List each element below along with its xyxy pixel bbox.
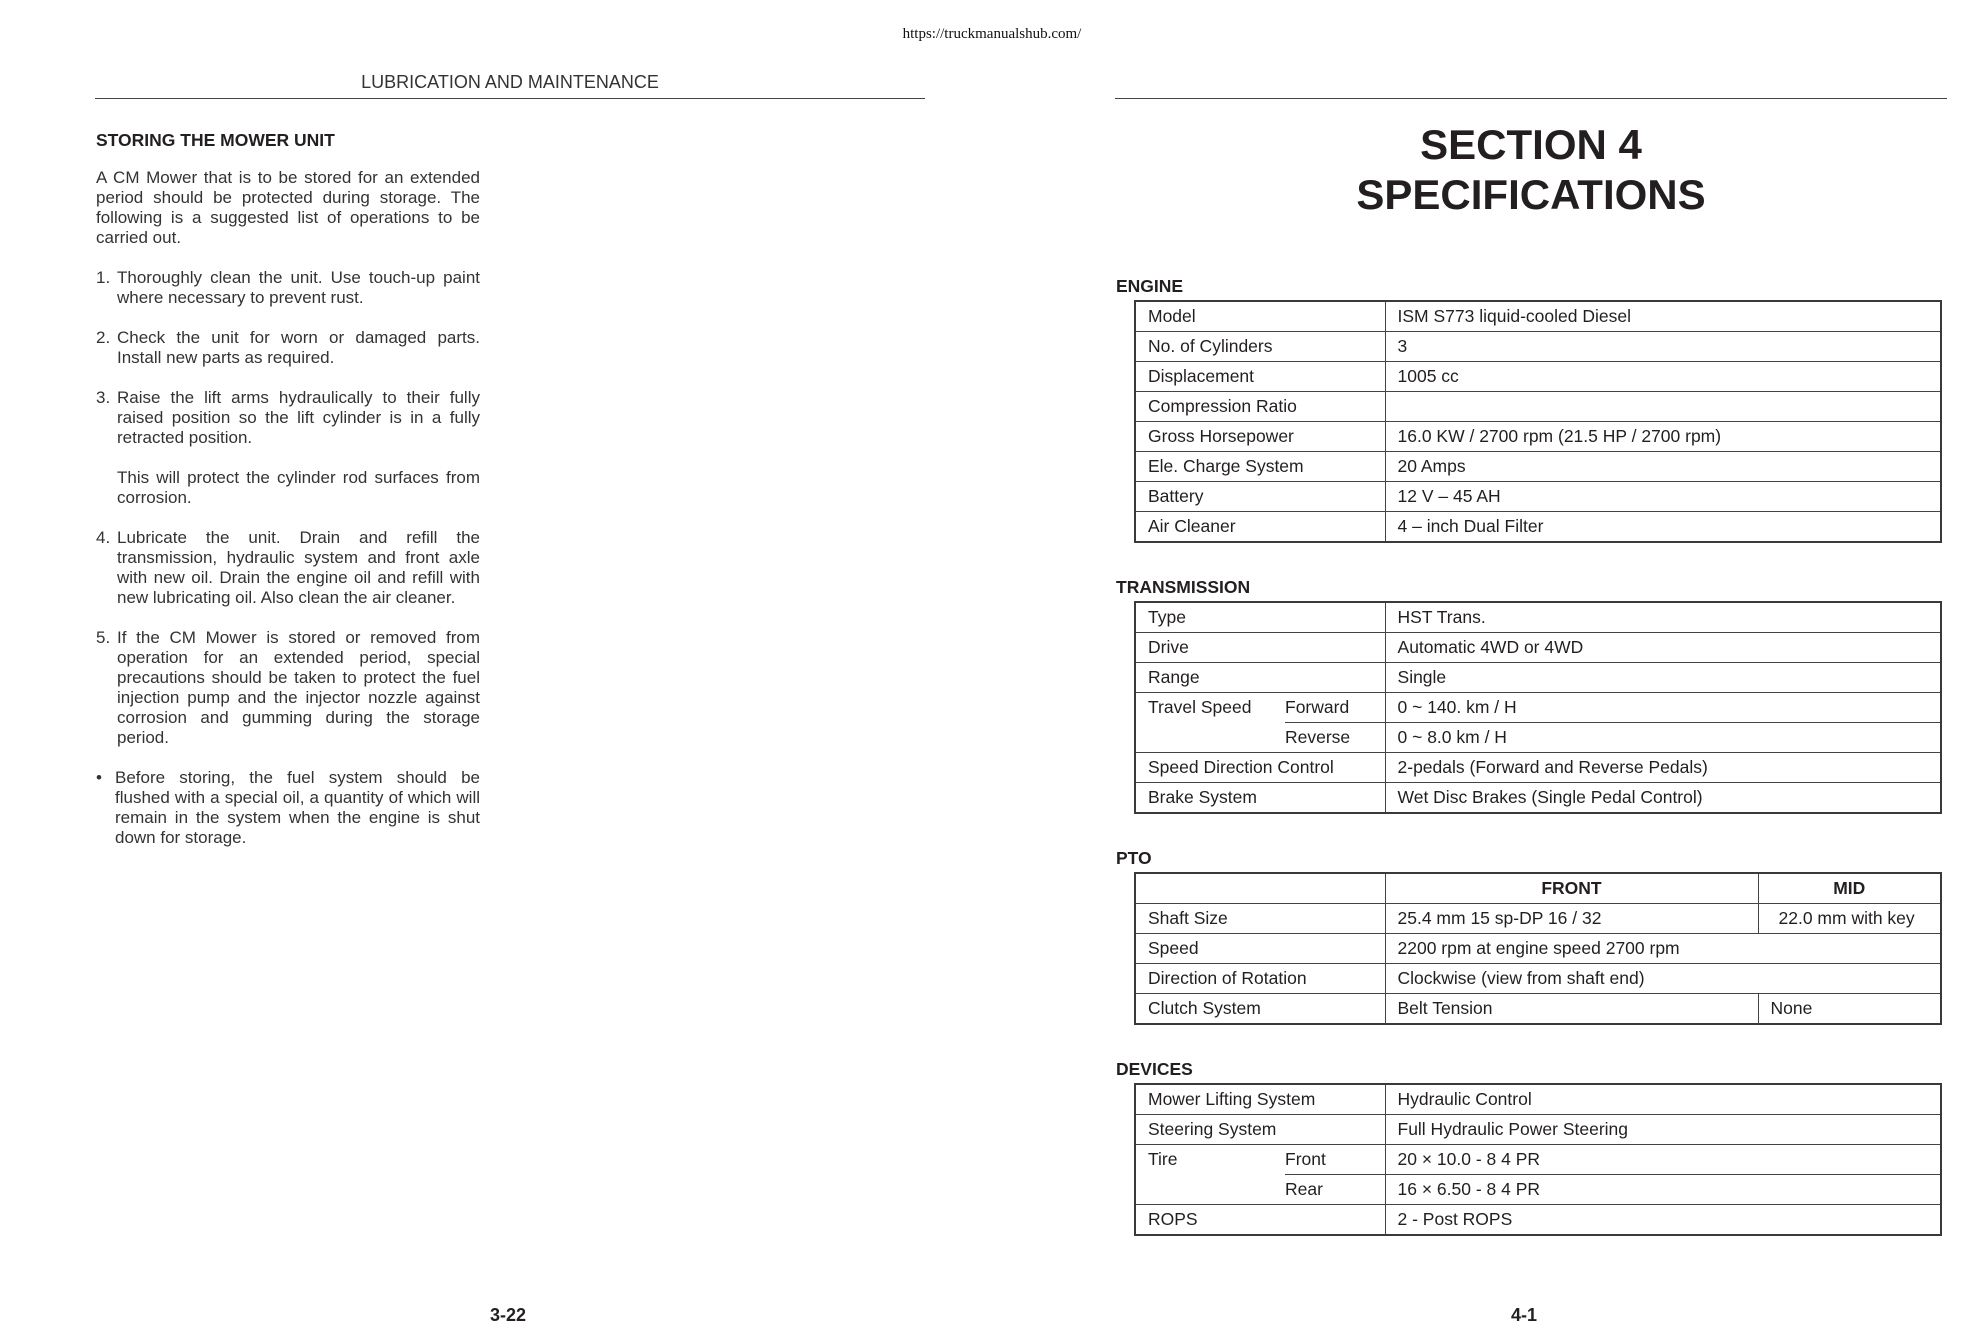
table-row bbox=[1135, 994, 1941, 1025]
table-row bbox=[1135, 482, 1941, 512]
row-label: Compression Ratio bbox=[1135, 392, 1385, 422]
list-item bbox=[96, 388, 480, 508]
row-label: Mower Lifting System bbox=[1135, 1084, 1385, 1115]
row-label: Displacement bbox=[1135, 362, 1385, 392]
table-row bbox=[1135, 904, 1941, 934]
page-number-left: 3-22 bbox=[490, 1305, 527, 1325]
row-label: Gross Horsepower bbox=[1135, 422, 1385, 452]
table-row bbox=[1135, 422, 1941, 452]
list-item bbox=[96, 328, 480, 368]
section-title bbox=[1115, 120, 1947, 220]
item-text: Thoroughly clean the unit. Use touch-up paint where necessary to prevent rust. bbox=[117, 268, 480, 307]
row-sublabel: Rear bbox=[1285, 1175, 1385, 1205]
row-value-front: Belt Tension bbox=[1385, 994, 1758, 1025]
engine-table bbox=[1134, 300, 1942, 543]
table-row bbox=[1135, 753, 1941, 783]
row-label: Speed bbox=[1135, 934, 1385, 964]
table-row bbox=[1135, 1115, 1941, 1145]
table-row bbox=[1135, 964, 1941, 994]
row-value: 1005 cc bbox=[1385, 362, 1941, 392]
table-row bbox=[1135, 693, 1941, 723]
row-sublabel: Reverse bbox=[1285, 723, 1385, 753]
table-row bbox=[1135, 783, 1941, 814]
row-label: Brake System bbox=[1135, 783, 1385, 814]
bullet-mark: • bbox=[96, 768, 102, 787]
row-value: Full Hydraulic Power Steering bbox=[1385, 1115, 1941, 1145]
item-number: 4. bbox=[96, 528, 111, 547]
row-value: Hydraulic Control bbox=[1397, 1089, 1532, 1109]
pto-heading: PTO bbox=[1116, 848, 1152, 868]
table-row bbox=[1135, 1084, 1941, 1115]
table-header-row bbox=[1135, 873, 1941, 904]
header-empty bbox=[1135, 873, 1385, 904]
row-label: Direction of Rotation bbox=[1135, 964, 1385, 994]
table-row bbox=[1135, 301, 1941, 332]
row-value: 12 V – 45 AH bbox=[1385, 482, 1941, 512]
row-sublabel: Front bbox=[1285, 1145, 1385, 1175]
item-text: Check the unit for worn or damaged parts. Install new parts as required. bbox=[117, 328, 480, 367]
transmission-heading: TRANSMISSION bbox=[1116, 577, 1251, 597]
row-value-front: 25.4 mm 15 sp-DP 16 / 32 bbox=[1385, 904, 1758, 934]
table-row bbox=[1135, 452, 1941, 482]
table-row bbox=[1135, 934, 1941, 964]
devices-heading: DEVICES bbox=[1116, 1059, 1193, 1079]
table-row bbox=[1135, 512, 1941, 543]
table-row bbox=[1135, 332, 1941, 362]
list-item bbox=[96, 528, 480, 608]
row-value: 20 × 10.0 - 8 4 PR bbox=[1385, 1145, 1941, 1175]
table-row bbox=[1135, 392, 1941, 422]
bullet-text: Before storing, the fuel system should be flushed with a special oil, a quantity of which will remain in the system when the engine is shut down for storage. bbox=[115, 768, 480, 847]
row-value: 2200 rpm at engine speed 2700 rpm bbox=[1385, 934, 1941, 964]
bullet-item bbox=[96, 768, 480, 848]
row-value-mid: 22.0 mm with key bbox=[1758, 904, 1941, 934]
row-label: Speed Direction Control bbox=[1135, 753, 1385, 783]
row-label: Range bbox=[1135, 663, 1385, 693]
row-label: No. of Cylinders bbox=[1135, 332, 1385, 362]
intro-paragraph: A CM Mower that is to be stored for an extended period should be protected during storage. The following is a suggested list of operations to be carried out. bbox=[96, 168, 480, 247]
table-row bbox=[1135, 602, 1941, 633]
row-value: 3 bbox=[1385, 332, 1941, 362]
section-number: SECTION 4 bbox=[1420, 121, 1642, 168]
running-head: LUBRICATION AND MAINTENANCE bbox=[361, 72, 659, 92]
source-url[interactable]: https://truckmanualshub.com/ bbox=[902, 26, 1082, 42]
item-number: 5. bbox=[96, 628, 111, 647]
row-value: 0 ~ 140. km / H bbox=[1385, 693, 1941, 723]
table-row bbox=[1135, 362, 1941, 392]
row-value: Single bbox=[1385, 663, 1941, 693]
row-value: Clockwise (view from shaft end) bbox=[1385, 964, 1941, 994]
item-number: 1. bbox=[96, 268, 111, 287]
row-label: Travel Speed bbox=[1135, 693, 1285, 753]
table-row bbox=[1135, 633, 1941, 663]
page-number-right: 4-1 bbox=[1511, 1305, 1538, 1325]
row-value: 2 - Post ROPS bbox=[1385, 1205, 1941, 1236]
header-rule-left bbox=[95, 98, 925, 99]
row-value: 16 × 6.50 - 8 4 PR bbox=[1385, 1175, 1941, 1205]
header-rule-right bbox=[1115, 98, 1947, 99]
list-item bbox=[96, 628, 480, 748]
row-label: Steering System bbox=[1135, 1115, 1385, 1145]
row-label: Air Cleaner bbox=[1135, 512, 1385, 543]
item-continuation: This will protect the cylinder rod surfaces from corrosion. bbox=[117, 468, 480, 507]
pto-table bbox=[1134, 872, 1942, 1025]
row-label: Clutch System bbox=[1135, 994, 1385, 1025]
row-value: Automatic 4WD or 4WD bbox=[1385, 633, 1941, 663]
header-mid: MID bbox=[1758, 873, 1941, 904]
row-label: Shaft Size bbox=[1135, 904, 1385, 934]
row-value bbox=[1385, 392, 1941, 422]
item-text: Lubricate the unit. Drain and refill the transmission, hydraulic system and front axle with new oil. Drain the engine oil and refill with new lubricating oil. Also clean the air cleaner. bbox=[117, 528, 480, 607]
row-label: Model bbox=[1135, 301, 1385, 332]
row-value: HST Trans. bbox=[1397, 607, 1486, 627]
row-label: ROPS bbox=[1135, 1205, 1385, 1236]
row-label: Tire bbox=[1135, 1145, 1285, 1205]
table-row bbox=[1135, 1145, 1941, 1175]
item-number: 3. bbox=[96, 388, 111, 407]
row-label: Ele. Charge System bbox=[1135, 452, 1385, 482]
transmission-table bbox=[1134, 601, 1942, 814]
item-text: Raise the lift arms hydraulically to their fully raised position so the lift cylinder is in a fully retracted position. bbox=[117, 388, 480, 447]
table-row bbox=[1135, 1205, 1941, 1236]
item-text: If the CM Mower is stored or removed from operation for an extended period, special precautions should be taken to protect the fuel injection pump and the injector nozzle against corrosion and gumming during the storage period. bbox=[117, 628, 480, 747]
row-value: Wet Disc Brakes (Single Pedal Control) bbox=[1385, 783, 1941, 814]
row-label: Drive bbox=[1135, 633, 1385, 663]
engine-heading: ENGINE bbox=[1116, 276, 1184, 296]
list-item bbox=[96, 268, 480, 308]
row-value: 0 ~ 8.0 km / H bbox=[1385, 723, 1941, 753]
row-sublabel: Forward bbox=[1285, 693, 1385, 723]
row-value-mid: None bbox=[1758, 994, 1941, 1025]
row-label: Battery bbox=[1135, 482, 1385, 512]
row-value: ISM S773 liquid-cooled Diesel bbox=[1397, 306, 1631, 326]
item-number: 2. bbox=[96, 328, 111, 347]
devices-table bbox=[1134, 1083, 1942, 1236]
row-value: 20 Amps bbox=[1385, 452, 1941, 482]
storing-heading: STORING THE MOWER UNIT bbox=[96, 130, 335, 150]
table-row bbox=[1135, 663, 1941, 693]
row-label: Type bbox=[1135, 602, 1385, 633]
left-page-content bbox=[96, 130, 480, 848]
row-value: 2-pedals (Forward and Reverse Pedals) bbox=[1385, 753, 1941, 783]
row-value: 16.0 KW / 2700 rpm (21.5 HP / 2700 rpm) bbox=[1385, 422, 1941, 452]
header-front: FRONT bbox=[1541, 878, 1602, 898]
section-name: SPECIFICATIONS bbox=[1356, 171, 1706, 218]
row-value: 4 – inch Dual Filter bbox=[1385, 512, 1941, 543]
